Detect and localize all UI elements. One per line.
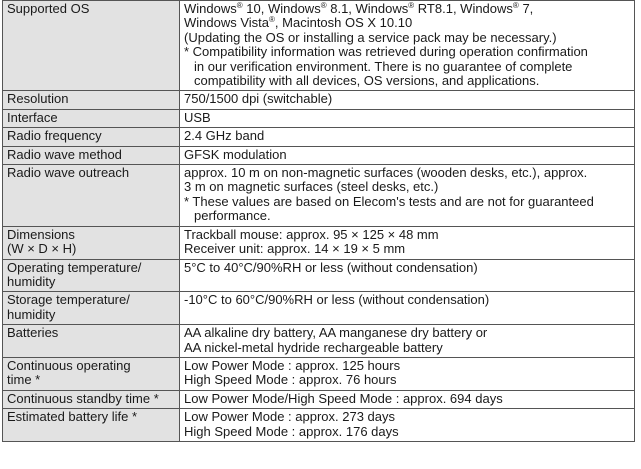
spec-value: [180, 146, 635, 164]
spec-value-line: [184, 166, 630, 180]
spec-value-line: [184, 261, 630, 275]
spec-value-line: [184, 228, 630, 242]
spec-value-text: 7,: [518, 1, 534, 16]
spec-label-line: Radio wave method: [7, 146, 122, 162]
spec-value-text: , Macintosh OS X 10.10: [274, 15, 413, 31]
spec-value: [180, 409, 635, 442]
spec-value-text: 750/1500 dpi (switchable): [184, 91, 333, 107]
spec-value-line: [184, 31, 630, 45]
spec-value-line: [184, 326, 630, 340]
spec-label: [3, 226, 180, 259]
spec-label-line: Storage temperature/: [7, 292, 130, 308]
spec-value-text: performance.: [194, 208, 271, 224]
spec-label: [3, 128, 180, 146]
spec-row: [3, 165, 635, 227]
spec-value-text: 10, Windows: [242, 1, 321, 16]
spec-label: [3, 109, 180, 127]
spec-value-line: [184, 92, 630, 106]
spec-value-text: 2.4 GHz band: [184, 128, 265, 144]
spec-label: [3, 325, 180, 358]
spec-label-line: (W × D × H): [7, 241, 77, 257]
spec-value-text: 8.1, Windows: [326, 1, 409, 16]
spec-value: [180, 91, 635, 109]
spec-value: [180, 357, 635, 390]
spec-label-line: time *: [7, 372, 41, 388]
spec-table-body: [3, 1, 635, 442]
spec-value-text: -10°C to 60°C/90%RH or less (without condensation): [184, 292, 490, 308]
registered-mark: ®: [320, 1, 327, 10]
spec-label: [3, 91, 180, 109]
registered-mark: ®: [236, 1, 243, 10]
spec-value: [180, 325, 635, 358]
spec-value-line: [184, 410, 630, 424]
spec-value: [180, 292, 635, 325]
spec-value-line: [184, 180, 630, 194]
spec-value-text: in our verification environment. There is no guarantee of complete: [194, 58, 573, 74]
spec-row: [3, 109, 635, 127]
spec-value-text: High Speed Mode : approx. 76 hours: [184, 372, 397, 388]
spec-value-line: [184, 74, 630, 88]
spec-label-line: Continuous standby time *: [7, 390, 159, 406]
spec-value-text: Trackball mouse: approx. 95 × 125 × 48 mm: [184, 226, 439, 242]
spec-value: [180, 259, 635, 292]
spec-value-line: [184, 16, 630, 30]
registered-mark: ®: [408, 1, 415, 10]
spec-value-line: [184, 242, 630, 256]
spec-label: [3, 1, 180, 91]
spec-label-line: humidity: [7, 273, 56, 289]
spec-label-line: Continuous operating: [7, 357, 131, 373]
spec-value: [180, 1, 635, 91]
spec-row: [3, 146, 635, 164]
spec-row: [3, 128, 635, 146]
spec-value-text: Windows: [184, 1, 237, 16]
spec-value-line: [184, 45, 630, 59]
spec-value-text: * These values are based on Elecom's tests and are not for guaranteed: [184, 193, 594, 209]
spec-row: [3, 91, 635, 109]
spec-label-line: Batteries: [7, 325, 59, 341]
spec-value-text: compatibility with all devices, OS versions, and applications.: [194, 73, 540, 89]
spec-value-line: [184, 2, 630, 16]
spec-label: [3, 165, 180, 227]
spec-value-text: AA nickel-metal hydride rechargeable battery: [184, 339, 443, 355]
spec-label: [3, 259, 180, 292]
spec-label: [3, 292, 180, 325]
spec-value: [180, 165, 635, 227]
spec-label-line: Radio wave outreach: [7, 165, 130, 181]
spec-value-text: Low Power Mode : approx. 125 hours: [184, 357, 401, 373]
spec-value: [180, 109, 635, 127]
spec-value-text: High Speed Mode : approx. 176 days: [184, 423, 399, 439]
spec-value-line: [184, 373, 630, 387]
spec-row: [3, 259, 635, 292]
spec-value-text: USB: [184, 109, 211, 125]
spec-value-line: [184, 209, 630, 223]
spec-value-text: Low Power Mode : approx. 273 days: [184, 409, 396, 425]
spec-table: [2, 0, 635, 442]
spec-label-line: Operating temperature/: [7, 259, 142, 275]
spec-label-line: Interface: [7, 109, 58, 125]
spec-value-text: * Compatibility information was retrieved during operation confirmation: [184, 44, 588, 60]
spec-value-line: [184, 392, 630, 406]
spec-value-text: RT8.1, Windows: [414, 1, 513, 16]
spec-label-line: Estimated battery life *: [7, 409, 138, 425]
spec-value-text: Receiver unit: approx. 14 × 19 × 5 mm: [184, 241, 406, 257]
spec-value-text: Windows Vista: [184, 15, 270, 31]
spec-value-text: 3 m on magnetic surfaces (steel desks, etc.): [184, 179, 439, 195]
spec-label-line: Supported OS: [7, 1, 90, 16]
spec-label-line: Radio frequency: [7, 128, 102, 144]
spec-value-line: [184, 425, 630, 439]
spec-value-line: [184, 148, 630, 162]
spec-label: [3, 409, 180, 442]
spec-value-line: [184, 293, 630, 307]
spec-value-text: GFSK modulation: [184, 146, 287, 162]
spec-value-text: approx. 10 m on non-magnetic surfaces (wooden desks, etc.), approx.: [184, 165, 588, 181]
spec-row: [3, 409, 635, 442]
spec-value-text: (Updating the OS or installing a service pack may be necessary.): [184, 29, 557, 45]
spec-value: [180, 128, 635, 146]
spec-value-line: [184, 359, 630, 373]
spec-value-line: [184, 129, 630, 143]
spec-value-line: [184, 195, 630, 209]
spec-label-line: Dimensions: [7, 226, 75, 242]
spec-label-line: Resolution: [7, 91, 69, 107]
registered-mark: ®: [269, 15, 275, 25]
spec-value: [180, 226, 635, 259]
spec-label: [3, 390, 180, 408]
spec-value-text: Low Power Mode/High Speed Mode : approx. 694 days: [184, 390, 503, 406]
spec-value-text: 5°C to 40°C/90%RH or less (without condensation): [184, 259, 478, 275]
spec-value-line: [184, 111, 630, 125]
spec-row: [3, 390, 635, 408]
registered-mark: ®: [512, 1, 519, 10]
spec-value-line: [184, 60, 630, 74]
spec-row: [3, 325, 635, 358]
spec-value-text: AA alkaline dry battery, AA manganese dry battery or: [184, 325, 488, 341]
spec-row: [3, 1, 635, 91]
spec-label: [3, 357, 180, 390]
spec-row: [3, 226, 635, 259]
spec-value-line: [184, 341, 630, 355]
spec-label-line: humidity: [7, 306, 56, 322]
spec-value: [180, 390, 635, 408]
spec-row: [3, 292, 635, 325]
spec-row: [3, 357, 635, 390]
spec-label: [3, 146, 180, 164]
